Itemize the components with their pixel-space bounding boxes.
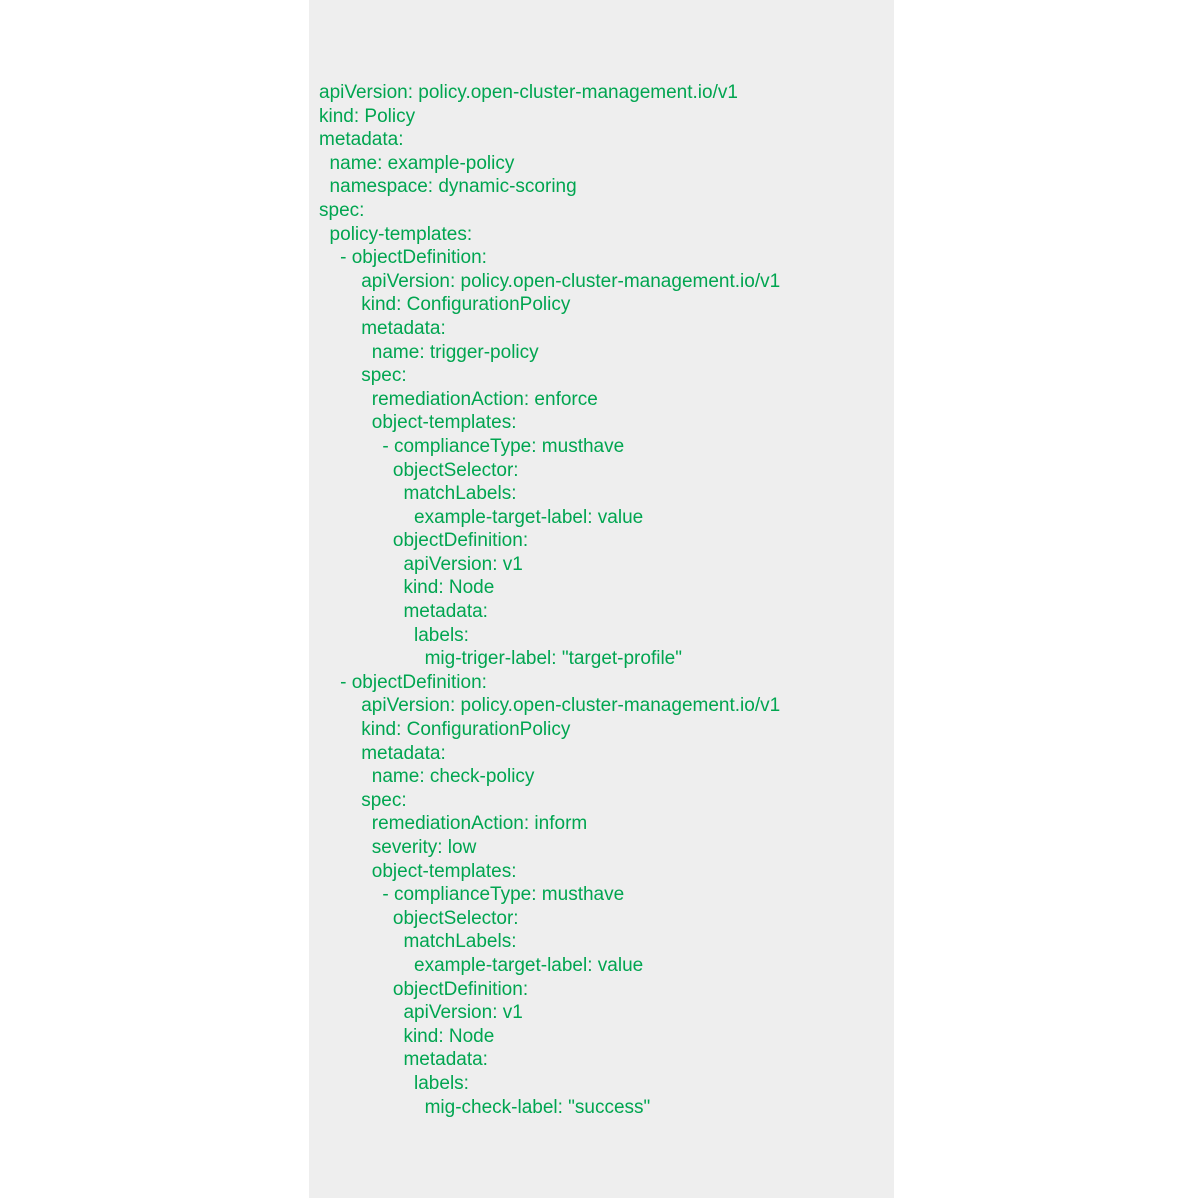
code-line: namespace: dynamic-scoring	[319, 176, 577, 198]
code-line: policy-templates:	[319, 223, 473, 245]
code-line: mig-check-label: "success"	[319, 1096, 651, 1118]
code-line: spec:	[319, 199, 365, 221]
code-line: apiVersion: policy.open-cluster-management.io/v1	[319, 270, 781, 292]
code-line: example-target-label: value	[319, 506, 644, 528]
code-line: metadata:	[319, 742, 446, 764]
code-line: labels:	[319, 624, 469, 646]
code-line: mig-triger-label: "target-profile"	[319, 648, 682, 670]
code-line: spec:	[319, 789, 407, 811]
code-line: kind: ConfigurationPolicy	[319, 294, 571, 316]
code-line: remediationAction: inform	[319, 813, 588, 835]
code-line: object-templates:	[319, 412, 517, 434]
code-line: example-target-label: value	[319, 954, 644, 976]
code-line: matchLabels:	[319, 483, 517, 505]
code-line: objectSelector:	[319, 907, 519, 929]
code-line: - complianceType: musthave	[319, 884, 625, 906]
code-line: kind: ConfigurationPolicy	[319, 719, 571, 741]
code-line: metadata:	[319, 1049, 488, 1071]
code-line: spec:	[319, 365, 407, 387]
code-line: metadata:	[319, 317, 446, 339]
code-line: name: trigger-policy	[319, 341, 539, 363]
code-panel	[309, 0, 894, 1198]
code-line: apiVersion: v1	[319, 1002, 523, 1024]
code-line: severity: low	[319, 837, 477, 858]
code-line: name: check-policy	[319, 766, 535, 788]
code-line: matchLabels:	[319, 931, 517, 953]
code-line: objectDefinition:	[319, 978, 529, 1000]
code-line: metadata:	[319, 129, 404, 151]
code-line: objectDefinition:	[319, 530, 529, 552]
code-line: - objectDefinition:	[319, 247, 487, 269]
code-line: labels:	[319, 1072, 469, 1094]
code-line: objectSelector:	[319, 459, 519, 481]
code-line: object-templates:	[319, 860, 517, 882]
code-line: kind: Node	[319, 1025, 495, 1047]
code-line: apiVersion: policy.open-cluster-management.io/v1	[319, 82, 738, 103]
code-line: kind: Node	[319, 577, 495, 599]
code-line: remediationAction: enforce	[319, 388, 598, 410]
yaml-code-block	[319, 81, 780, 1119]
code-line: apiVersion: policy.open-cluster-management.io/v1	[319, 695, 781, 717]
code-line: - complianceType: musthave	[319, 435, 625, 457]
code-line: metadata:	[319, 601, 488, 623]
code-line: kind: Policy	[319, 105, 416, 127]
code-line: apiVersion: v1	[319, 553, 523, 575]
code-line: - objectDefinition:	[319, 671, 487, 693]
code-line: name: example-policy	[319, 152, 515, 174]
